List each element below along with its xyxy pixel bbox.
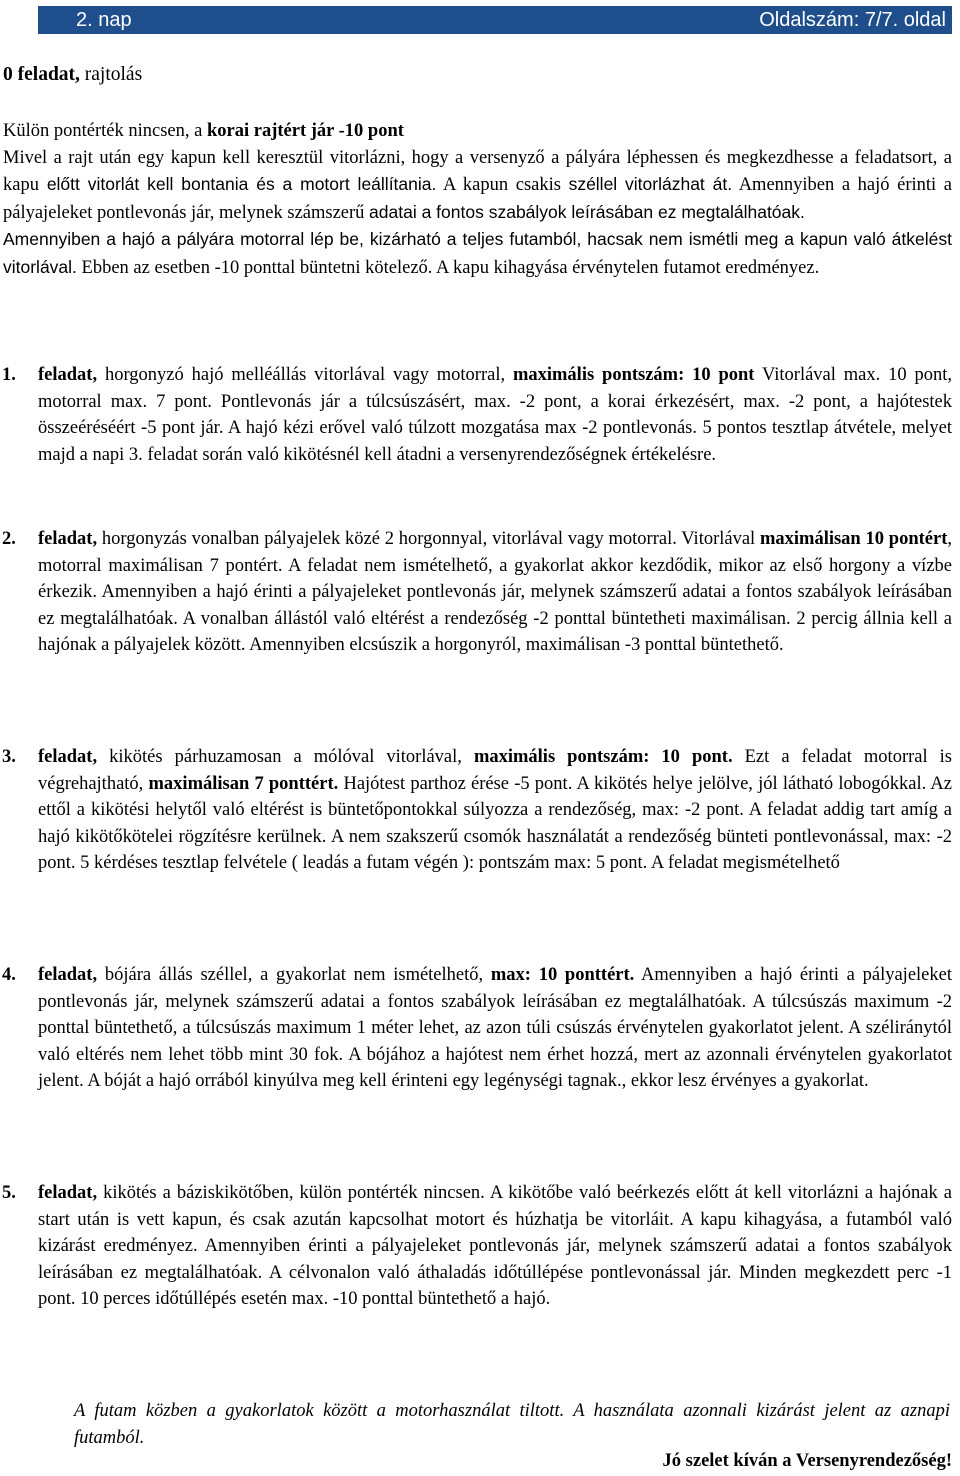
task5: 5. feladat, kikötés a báziskikötőben, külön pontérték nincsen. A kikötőbe való beérkezés előtt át kell vitorlázni a hajónak a start után is vett kapun, és csak azután kapcsolhat motort és húzhatja be vitorláit. A kapu kihagyása, a futamból való kizárást eredményez. Amennyiben érinti a pályajeleket pontlevonás jár, melynek számszerű adatai a fontos szabályok leírásában ez megtalálhatóak. A célvonalon való áthaladás időtúllépése pontlevonással jár. Minden megkezdett perc -1 pont. 10 perces időtúllépés esetén max. -10 ponttal büntethető a hajó. (38, 1180, 952, 1313)
page-header (38, 6, 952, 34)
task4: 4. feladat, bójára állás széllel, a gyakorlat nem ismételhető, max: 10 ponttért. Amennyiben a hajó érinti a pályajeleket pontlevonás jár, melynek számszerű adatai a fontos szabályok leírásában ez megtalálhatóak. A túlcsúszás maximum -2 ponttal büntethető, a túlcsúszás maximum 1 méter lehet, az azon túli csúszás érvénytelen gyakorlatot jelent. A széliránytól való eltérés nem lehet több mint 30 fok. A bójához a hajótest nem érhet hozzá, mert az azonnali érvénytelen gyakorlatot jelent. A bóját a hajó orrából kinyúlva meg kell érinteni egy legénységi tagnak., ekkor lesz érvényes a gyakorlat. (38, 962, 952, 1095)
task4-number: 4. (2, 965, 16, 985)
task0-line1: Külön pontérték nincsen, a korai rajtért jár -10 pont (3, 121, 404, 141)
task1-number: 1. (2, 365, 16, 385)
task0-body (3, 118, 952, 281)
task0-para1: Mivel a rajt után egy kapun kell keresztül vitorlázni, hogy a versenyző a pályára léphessen és megkezdhesse a feladatsort, a kapu előtt vitorlát kell bontania és a motort leállítania. A kapun csakis széllel vitorlázhat át. Amennyiben a hajó érinti a pályajeleket pontlevonás jár, melynek számszerű adatai a fontos szabályok leírásában ez megtalálhatóak. (3, 147, 953, 223)
task1: 1. feladat, horgonyzó hajó melléállás vitorlával vagy motorral, maximális pontszám: 10 pont Vitorlával max. 10 pont, motorral max. 7 pont. Pontlevonás jár a túlcsúszásért, max. -2 pont, a korai érkezésért, max. -2 pont, a hajótestek összeéréséért -5 pont jár. A hajó kézi erővel való túlzott mozgatása max -2 pontlevonás. 5 pontos tesztlap átvétele, melyet majd a napi 3. feladat során való kikötésnél kell átadni a versenyrendezőségnek értékelésre. (38, 362, 952, 468)
task2: 2. feladat, horgonyzás vonalban pályajelek közé 2 horgonnyal, vitorlával vagy motorral. Vitorlával maximálisan 10 pontért, motorral maximálisan 7 pontért. A feladat nem ismételhető, a gyakorlat akkor kezdődik, mikor az első horgony a vízbe érkezik. Amennyiben a hajó érinti a pályajeleket pontlevonás jár, melynek számszerű adatai a fontos szabályok leírásában ez megtalálhatóak. A vonalban állástól való eltérést a rendezőség -2 ponttal büntetheti maximálisan. 2 percig állnia kell a hajónak a pályajelek között. Amennyiben elcsúszik a horgonyról, maximálisan -3 ponttal büntethető. (38, 526, 952, 659)
task3: 3. feladat, kikötés párhuzamosan a mólóval vitorlával, maximális pontszám: 10 pont. Ezt a feladat motorral is végrehajtható, maximálisan 7 ponttért. Hajótest parthoz érése -5 pont. A kikötés helye jelölve, jól látható lobogókkal. Az ettől a kikötési helytől való eltérést is büntetőpontokkal súlyozza a rendezőség, max: -2 pont. A feladat addig tart amíg a hajó kikötőkötelei rögzítésre kerülnek. A nem szakszerű csomók használatát a rendezőség bünteti pontlevonással, max: -2 pont. 5 kérdéses tesztlap felvétele ( leadás a futam végén ): pontszám max: 5 pont. A feladat megismételhető (38, 744, 952, 877)
task2-number: 2. (2, 529, 16, 549)
task3-number: 3. (2, 747, 16, 767)
motor-note: A futam közben a gyakorlatok között a motorhasználat tiltott. A használata azonnali kizárást jelent az aznapi futamból. (74, 1401, 950, 1448)
page-number: Oldalszám: 7/7. oldal (759, 9, 946, 31)
closing-greeting: Jó szelet kíván a Versenyrendezőség! (662, 1451, 952, 1471)
day-label: 2. nap (76, 9, 132, 31)
task5-number: 5. (2, 1183, 16, 1203)
task0-title: 0 feladat, rajtolás (3, 64, 143, 85)
task0-para2: Amennyiben a hajó a pályára motorral lép be, kizárható a teljes futamból, hacsak nem ismétli meg a kapun való átkelést vitorlával. Ebben az esetben -10 ponttal büntetni kötelező. A kapu kihagyása érvénytelen futamot eredményez. (3, 229, 952, 278)
